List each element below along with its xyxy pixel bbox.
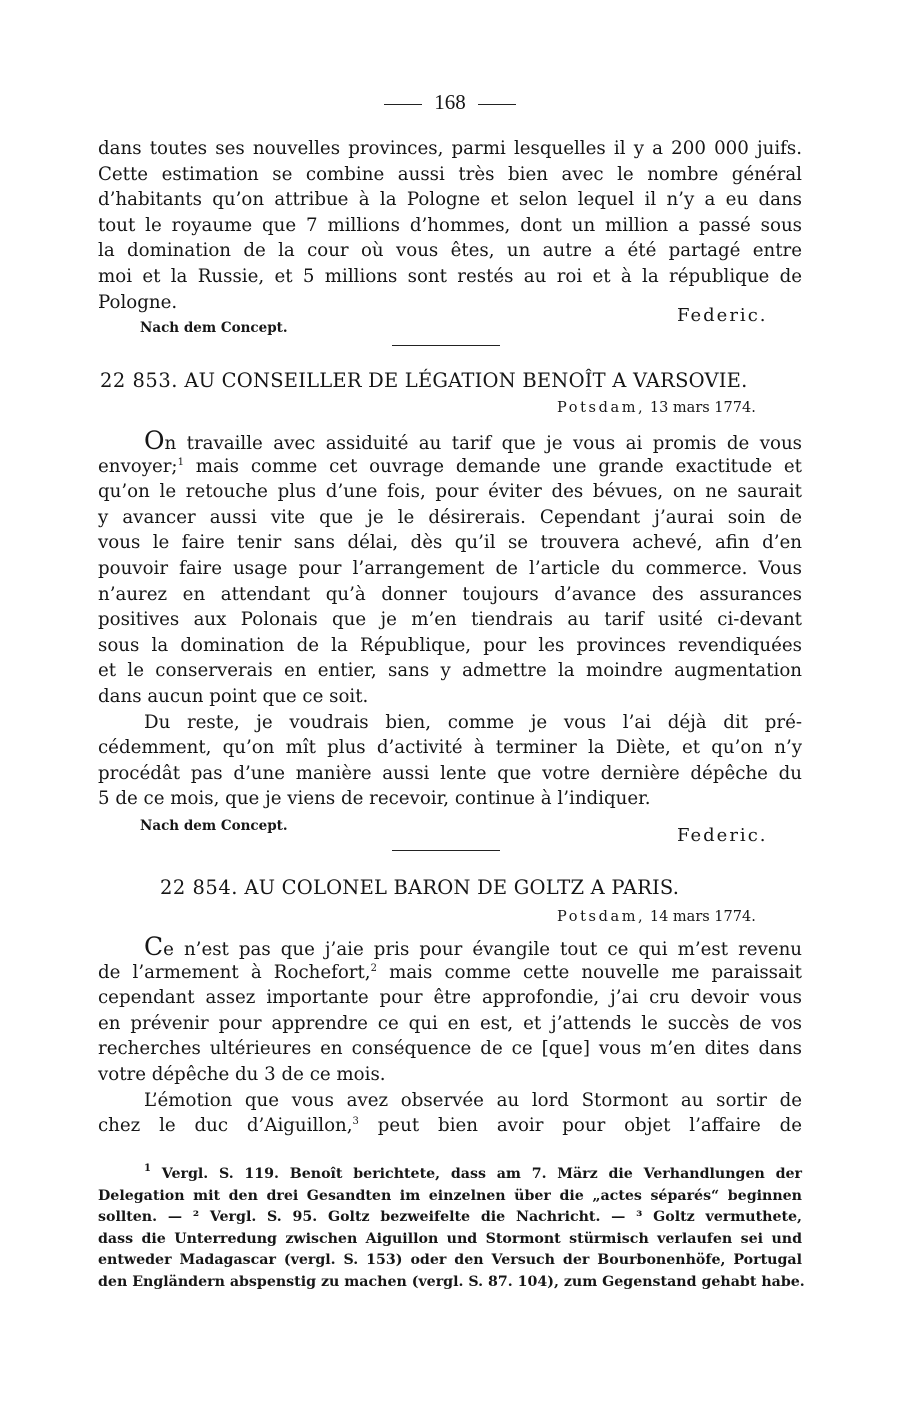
text-line: positives aux Polonais que je m’en tiendrais au tarif usité ci-devant <box>98 609 802 631</box>
footnotes <box>98 1163 805 1293</box>
footnote-mark: 1 <box>177 456 184 468</box>
text-line: chez le duc d’Aiguillon,$^3$ peut bien avoir pour objet l’affaire de <box>98 1115 802 1137</box>
letter-place: Potsdam, <box>557 909 646 925</box>
footnote-mark: 1 <box>144 1163 151 1174</box>
text-line: cédemment, qu’on mît plus d’activité à terminer la Diète, et qu’on n’y <box>98 737 802 759</box>
text-line: et le conserverais en entier, sans y admettre la moindre augmentation <box>98 660 802 682</box>
text-line: dans toutes ses nouvelles provinces, parmi lesquelles il y a 200 000 juifs. <box>98 138 802 159</box>
text-line: de l’armement à Rochefort,$^2$ mais comme cette nouvelle me paraissait <box>98 961 802 983</box>
signature: Federic. <box>677 825 768 846</box>
text-line: cependant assez importante pour être approfondie, j’ai cru devoir vous <box>98 987 802 1009</box>
footnote-line: sollten. — ² Vergl. S. 95. Goltz bezweifelte die Nachricht. — ³ Goltz vermuthete, <box>98 1209 802 1225</box>
text-line: L’émotion que vous avez observée au lord Stormont au sortir de <box>144 1089 802 1111</box>
text-line: 5 de ce mois, que je viens de recevoir, continue à l’indiquer. <box>98 788 651 810</box>
letter-title: AU CONSEILLER DE LÉGATION BENOÎT A VARSOVIE. <box>184 369 748 392</box>
footnote-line: dass die Unterredung zwischen Aiguillon und Stormont stürmisch verlaufen sei und <box>98 1230 802 1247</box>
text-line: envoyer;$^1$ mais comme cet ouvrage demande une grande exactitude et <box>98 455 802 477</box>
letter-place: Potsdam, <box>557 400 646 416</box>
text-line: tout le royaume que 7 millions d’hommes, dont un million a passé sous <box>98 214 802 236</box>
section-rule <box>392 345 500 346</box>
section-rule <box>392 850 500 851</box>
letter-heading <box>160 876 679 899</box>
letter-date: 14 mars 1774. <box>649 909 756 925</box>
letter-place-date <box>557 909 756 925</box>
text-line: procédât pas d’une manière aussi lente que votre dernière dépêche du <box>98 762 802 784</box>
footnote-mark: 3 <box>352 1116 359 1128</box>
text-line: y avancer aussi vite que je le désirerais. Cependant j’aurai soin de <box>98 506 802 528</box>
footnote-line: $^1$ Vergl. S. 119. Benoît berichtete, dass am 7. März die Verhandlungen der <box>144 1163 802 1182</box>
footnote-mark: 2 <box>370 962 377 974</box>
text-line: en prévenir pour apprendre ce qui en est, et j’attends le succès de vos <box>98 1012 802 1034</box>
text-line: recherches ultérieures en conséquence de ce [que] vous m’en dites dans <box>98 1038 802 1060</box>
text-line: Ce n’est pas que j’aie pris pour évangile tout ce qui m’est revenu <box>144 932 802 961</box>
letter-heading <box>100 369 748 392</box>
letter-number: 22 853. <box>100 369 178 392</box>
text-line: moi et la Russie, et 5 millions sont restés au roi et à la république de <box>98 265 802 287</box>
intro-paragraph <box>98 136 802 315</box>
text-line: n’aurez en attendant qu’à donner toujours d’avance des assurances <box>98 583 802 605</box>
text-line: la domination de la cour où vous êtes, un autre a été partagé entre <box>98 240 802 262</box>
page-number-dash-left <box>384 104 422 105</box>
text-line: dans aucun point que ce soit. <box>98 685 369 707</box>
text-line: On travaille avec assiduité au tarif que je vous ai promis de vous <box>144 426 802 455</box>
text-line: Cette estimation se combine aussi très bien avec le nombre général <box>98 163 802 185</box>
signature: Federic. <box>677 305 768 326</box>
page-number: 168 <box>0 90 900 115</box>
letter-body <box>98 428 802 812</box>
source-note: Nach dem Concept. <box>140 818 288 834</box>
footnote-line: entweder Madagascar (vergl. S. 153) oder den Versuch der Bourbonenhöfe, Portugal <box>98 1252 802 1268</box>
source-note: Nach dem Concept. <box>140 320 288 336</box>
text-line: sous la domination de la République, pour les provinces revendiquées <box>98 634 802 656</box>
letter-body <box>98 934 802 1139</box>
initial-letter: O <box>144 426 165 455</box>
text-line: Pologne. <box>98 291 178 313</box>
text-line: pouvoir faire usage pour l’arrangement de l’article du commerce. Vous <box>98 557 802 579</box>
letter-number: 22 854. <box>160 876 238 899</box>
initial-letter: C <box>144 932 164 961</box>
text-line: qu’on le retouche plus d’une fois, pour éviter des bévues, on ne saurait <box>98 481 802 503</box>
text-line: votre dépêche du 3 de ce mois. <box>98 1063 386 1085</box>
text-line: vous le faire tenir sans délai, dès qu’il se trouvera achevé, afin d’en <box>98 532 802 554</box>
footnote-line: den Engländern abspenstig zu machen (vergl. S. 87. 104), zum Gegenstand gehabt habe. <box>98 1273 805 1290</box>
page-number-dash-right <box>478 104 516 105</box>
text-line: Du reste, je voudrais bien, comme je vous l’ai déjà dit pré- <box>144 711 802 733</box>
text-line: d’habitants qu’on attribue à la Pologne et selon lequel il n’y a eu dans <box>98 189 802 211</box>
letter-date: 13 mars 1774. <box>649 400 756 416</box>
footnote-line: Delegation mit den drei Gesandten im einzelnen über die „actes séparés“ beginnen <box>98 1187 802 1204</box>
letter-title: AU COLONEL BARON DE GOLTZ A PARIS. <box>244 876 680 899</box>
letter-place-date <box>557 400 756 416</box>
